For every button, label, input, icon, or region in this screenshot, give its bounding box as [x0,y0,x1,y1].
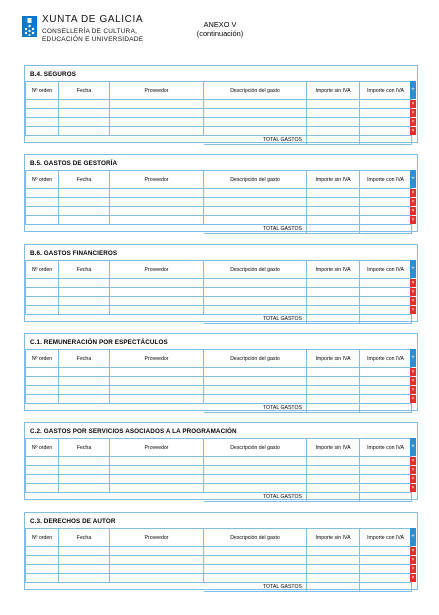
table-cell-input[interactable] [110,565,204,574]
column-header: Fecha [59,82,110,100]
table-cell-input[interactable] [26,368,59,377]
column-header: Proveedor [110,439,204,457]
table-cell-input[interactable] [59,395,110,404]
table-cell-input[interactable] [307,565,360,574]
table-cell-input[interactable] [360,127,412,136]
table-cell-input[interactable] [59,100,110,109]
remove-row-button[interactable]: × [411,566,415,572]
table-cell-input[interactable] [110,198,204,207]
table-cell-input[interactable] [360,466,412,475]
remove-row-button[interactable]: × [411,199,415,205]
section-title: C.2. GASTOS POR SERVICIOS ASOCIADOS A LA PROGRAMACIÓN [30,428,237,435]
expense-table [25,170,412,234]
table-cell-input[interactable] [110,547,204,556]
table-cell-input[interactable] [360,100,412,109]
table-cell-input[interactable] [360,198,412,207]
table-cell-input[interactable] [110,207,204,216]
table-cell-input[interactable] [360,207,412,216]
remove-row-button[interactable]: × [411,280,415,286]
document-title [160,20,280,38]
total-row-spacer [26,136,204,145]
table-row [26,475,412,484]
table-cell-input[interactable] [307,279,360,288]
add-row-button[interactable]: + [410,260,416,278]
table-cell-input[interactable] [26,189,59,198]
column-header: Importe sin IVA [307,529,360,547]
table-cell-input[interactable] [59,556,110,565]
table-cell-input[interactable] [26,386,59,395]
table-cell-input[interactable] [307,297,360,306]
column-header: Descripción del gasto [204,171,307,189]
table-cell-input[interactable] [110,484,204,493]
table-row [26,216,412,225]
table-cell-input[interactable] [110,574,204,583]
table-cell-input[interactable] [204,109,307,118]
section-title: B.4. SEGUROS [30,71,76,78]
total-label: TOTAL GASTOS [204,493,307,502]
table-cell-input[interactable] [26,377,59,386]
column-header: Importe con IVA [360,350,412,368]
remove-row-button[interactable]: × [411,101,415,107]
column-header: Importe sin IVA [307,261,360,279]
remove-row-button[interactable]: × [411,208,415,214]
column-header: Proveedor [110,171,204,189]
total-sin-iva-field[interactable] [307,404,360,413]
table-cell-input[interactable] [59,565,110,574]
table-cell-input[interactable] [110,216,204,225]
table-cell-input[interactable] [204,574,307,583]
table-cell-input[interactable] [360,547,412,556]
table-cell-input[interactable] [59,279,110,288]
table-cell-input[interactable] [59,109,110,118]
expense-table [25,438,412,502]
column-header: Proveedor [110,261,204,279]
remove-row-button[interactable]: × [411,458,415,464]
expense-table [25,349,412,413]
expense-section [24,244,418,322]
table-row [26,207,412,216]
table-cell-input[interactable] [307,484,360,493]
table-header-row [26,350,412,368]
department-line-2: EDUCACIÓN E UNIVERSIDADE [42,35,144,43]
table-cell-input[interactable] [204,484,307,493]
table-row [26,457,412,466]
table-cell-input[interactable] [26,475,59,484]
table-cell-input[interactable] [204,189,307,198]
table-cell-input[interactable] [59,368,110,377]
table-row [26,279,412,288]
table-cell-input[interactable] [59,118,110,127]
table-cell-input[interactable] [360,279,412,288]
column-header: Fecha [59,529,110,547]
expense-table [25,260,412,324]
total-con-iva-field[interactable] [360,404,412,413]
table-row [26,377,412,386]
column-header: Fecha [59,350,110,368]
xunta-logo-icon [22,16,37,37]
remove-row-button[interactable]: × [411,548,415,554]
expense-table [25,81,412,145]
table-row [26,574,412,583]
add-row-button[interactable]: + [410,528,416,546]
table-cell-input[interactable] [110,127,204,136]
table-cell-input[interactable] [110,457,204,466]
table-cell-input[interactable] [110,395,204,404]
remove-row-button[interactable]: × [411,128,415,134]
annex-title: ANEXO V [203,20,237,29]
column-header: Descripción del gasto [204,439,307,457]
expense-section [24,422,418,500]
total-row-spacer [26,493,204,502]
table-cell-input[interactable] [204,466,307,475]
remove-row-button[interactable]: × [411,557,415,563]
remove-row-button[interactable]: × [411,369,415,375]
total-con-iva-field[interactable] [360,136,412,145]
table-cell-input[interactable] [360,118,412,127]
table-cell-input[interactable] [204,368,307,377]
table-cell-input[interactable] [26,565,59,574]
table-cell-input[interactable] [307,118,360,127]
table-cell-input[interactable] [307,377,360,386]
table-cell-input[interactable] [110,466,204,475]
table-cell-input[interactable] [59,207,110,216]
column-header: Descripción del gasto [204,350,307,368]
table-cell-input[interactable] [204,475,307,484]
add-row-button[interactable]: + [410,438,416,456]
table-row [26,466,412,475]
table-cell-input[interactable] [204,100,307,109]
table-cell-input[interactable] [110,279,204,288]
table-cell-input[interactable] [110,377,204,386]
table-cell-input[interactable] [110,100,204,109]
table-cell-input[interactable] [307,475,360,484]
total-row [26,136,412,145]
table-cell-input[interactable] [204,297,307,306]
table-cell-input[interactable] [204,306,307,315]
remove-row-button[interactable]: × [411,298,415,304]
column-header: Importe sin IVA [307,82,360,100]
table-cell-input[interactable] [360,457,412,466]
table-header-row [26,529,412,547]
column-header: Importe con IVA [360,261,412,279]
total-con-iva-field[interactable] [360,315,412,324]
total-con-iva-field[interactable] [360,225,412,234]
total-row [26,404,412,413]
table-cell-input[interactable] [360,395,412,404]
table-cell-input[interactable] [26,288,59,297]
total-con-iva-field[interactable] [360,493,412,502]
table-cell-input[interactable] [360,189,412,198]
table-cell-input[interactable] [360,288,412,297]
column-header: Nº orden [26,529,59,547]
column-header: Nº orden [26,171,59,189]
table-cell-input[interactable] [307,216,360,225]
table-row [26,556,412,565]
total-row-spacer [26,583,204,592]
table-cell-input[interactable] [360,306,412,315]
table-cell-input[interactable] [26,207,59,216]
table-cell-input[interactable] [59,574,110,583]
column-header: Descripción del gasto [204,261,307,279]
table-cell-input[interactable] [110,288,204,297]
table-cell-input[interactable] [307,189,360,198]
table-row [26,565,412,574]
table-row [26,297,412,306]
organization-name: XUNTA DE GALICIA [42,14,144,25]
total-con-iva-field[interactable] [360,583,412,592]
table-row [26,127,412,136]
table-cell-input[interactable] [110,556,204,565]
table-cell-input[interactable] [26,198,59,207]
table-cell-input[interactable] [26,279,59,288]
table-header-row [26,439,412,457]
table-cell-input[interactable] [59,466,110,475]
total-row [26,493,412,502]
table-row [26,288,412,297]
table-cell-input[interactable] [26,484,59,493]
column-header: Importe con IVA [360,171,412,189]
table-cell-input[interactable] [204,395,307,404]
table-cell-input[interactable] [59,306,110,315]
table-cell-input[interactable] [360,565,412,574]
table-cell-input[interactable] [204,118,307,127]
total-row-spacer [26,315,204,324]
total-label: TOTAL GASTOS [204,583,307,592]
section-title: C.3. DERECHOS DE AUTOR [30,518,116,525]
total-label: TOTAL GASTOS [204,225,307,234]
table-cell-input[interactable] [307,556,360,565]
remove-row-button[interactable]: × [411,119,415,125]
total-row [26,225,412,234]
table-row [26,547,412,556]
table-cell-input[interactable] [360,297,412,306]
table-cell-input[interactable] [26,574,59,583]
section-title: B.6. GASTOS FINANCIEROS [30,250,118,257]
column-header: Proveedor [110,82,204,100]
total-sin-iva-field[interactable] [307,583,360,592]
table-cell-input[interactable] [204,207,307,216]
table-cell-input[interactable] [204,547,307,556]
column-header: Fecha [59,439,110,457]
section-title: B.5. GASTOS DE GESTORÍA [30,160,118,167]
section-title: C.1. REMUNERACIÓN POR ESPECTÁCULOS [30,339,168,346]
remove-row-button[interactable]: × [411,110,415,116]
table-cell-input[interactable] [360,484,412,493]
expense-table [25,528,412,592]
table-cell-input[interactable] [59,475,110,484]
remove-row-button[interactable]: × [411,378,415,384]
total-sin-iva-field[interactable] [307,136,360,145]
table-row [26,109,412,118]
table-cell-input[interactable] [59,127,110,136]
table-row [26,368,412,377]
column-header: Fecha [59,261,110,279]
table-cell-input[interactable] [26,216,59,225]
remove-row-button[interactable]: × [411,217,415,223]
column-header: Nº orden [26,82,59,100]
column-header: Importe con IVA [360,82,412,100]
table-cell-input[interactable] [307,466,360,475]
expense-section [24,65,418,143]
table-cell-input[interactable] [307,457,360,466]
remove-row-button[interactable]: × [411,485,415,491]
table-cell-input[interactable] [59,484,110,493]
table-cell-input[interactable] [26,395,59,404]
column-header: Descripción del gasto [204,82,307,100]
remove-row-button[interactable]: × [411,396,415,402]
table-cell-input[interactable] [204,386,307,395]
remove-row-button[interactable]: × [411,467,415,473]
total-label: TOTAL GASTOS [204,315,307,324]
column-header: Importe sin IVA [307,171,360,189]
expense-section [24,154,418,232]
table-cell-input[interactable] [26,127,59,136]
table-cell-input[interactable] [307,198,360,207]
table-row [26,484,412,493]
column-header: Proveedor [110,529,204,547]
total-row-spacer [26,225,204,234]
table-cell-input[interactable] [307,395,360,404]
remove-row-button[interactable]: × [411,307,415,313]
table-cell-input[interactable] [26,547,59,556]
table-cell-input[interactable] [307,574,360,583]
table-cell-input[interactable] [26,297,59,306]
table-row [26,198,412,207]
department-line-1: CONSELLERÍA DE CULTURA, [42,28,138,35]
add-row-button[interactable]: + [410,81,416,99]
add-row-button[interactable]: + [410,170,416,188]
table-cell-input[interactable] [307,127,360,136]
table-cell-input[interactable] [59,377,110,386]
table-cell-input[interactable] [204,556,307,565]
table-cell-input[interactable] [204,377,307,386]
remove-row-button[interactable]: × [411,387,415,393]
column-header: Importe con IVA [360,439,412,457]
table-cell-input[interactable] [360,216,412,225]
table-cell-input[interactable] [59,216,110,225]
table-cell-input[interactable] [307,306,360,315]
table-cell-input[interactable] [59,198,110,207]
table-cell-input[interactable] [59,386,110,395]
table-cell-input[interactable] [59,189,110,198]
table-cell-input[interactable] [360,574,412,583]
remove-row-button[interactable]: × [411,575,415,581]
total-sin-iva-field[interactable] [307,225,360,234]
table-cell-input[interactable] [110,118,204,127]
table-cell-input[interactable] [110,297,204,306]
column-header: Importe con IVA [360,529,412,547]
table-row [26,395,412,404]
table-cell-input[interactable] [204,457,307,466]
column-header: Nº orden [26,350,59,368]
table-cell-input[interactable] [307,547,360,556]
table-cell-input[interactable] [59,297,110,306]
table-cell-input[interactable] [110,109,204,118]
column-header: Descripción del gasto [204,529,307,547]
table-cell-input[interactable] [307,386,360,395]
table-cell-input[interactable] [307,207,360,216]
annex-subtitle: (continuación) [196,29,244,38]
table-cell-input[interactable] [204,127,307,136]
table-cell-input[interactable] [59,288,110,297]
total-sin-iva-field[interactable] [307,493,360,502]
table-header-row [26,171,412,189]
table-header-row [26,82,412,100]
total-label: TOTAL GASTOS [204,136,307,145]
total-sin-iva-field[interactable] [307,315,360,324]
table-cell-input[interactable] [26,118,59,127]
table-cell-input[interactable] [26,306,59,315]
table-row [26,306,412,315]
remove-row-button[interactable]: × [411,289,415,295]
organization-department [42,28,143,43]
table-cell-input[interactable] [26,556,59,565]
total-row-spacer [26,404,204,413]
column-header: Importe sin IVA [307,439,360,457]
expense-section [24,333,418,411]
table-header-row [26,261,412,279]
expense-section [24,512,418,590]
remove-row-button[interactable]: × [411,190,415,196]
table-row [26,100,412,109]
table-cell-input[interactable] [59,457,110,466]
table-cell-input[interactable] [204,565,307,574]
table-cell-input[interactable] [360,377,412,386]
table-cell-input[interactable] [307,288,360,297]
table-cell-input[interactable] [360,475,412,484]
table-cell-input[interactable] [59,547,110,556]
table-cell-input[interactable] [204,198,307,207]
total-row [26,315,412,324]
table-cell-input[interactable] [110,189,204,198]
add-row-button[interactable]: + [410,349,416,367]
table-cell-input[interactable] [110,368,204,377]
column-header: Importe sin IVA [307,350,360,368]
remove-row-button[interactable]: × [411,476,415,482]
total-row [26,583,412,592]
column-header: Nº orden [26,439,59,457]
table-cell-input[interactable] [110,475,204,484]
table-cell-input[interactable] [204,279,307,288]
table-cell-input[interactable] [307,368,360,377]
page-header [0,0,439,58]
column-header: Proveedor [110,350,204,368]
table-row [26,189,412,198]
table-cell-input[interactable] [360,109,412,118]
total-label: TOTAL GASTOS [204,404,307,413]
table-cell-input[interactable] [360,556,412,565]
table-cell-input[interactable] [26,109,59,118]
table-cell-input[interactable] [360,386,412,395]
table-cell-input[interactable] [110,306,204,315]
table-cell-input[interactable] [360,368,412,377]
column-header: Nº orden [26,261,59,279]
table-cell-input[interactable] [204,216,307,225]
table-cell-input[interactable] [26,457,59,466]
table-cell-input[interactable] [204,288,307,297]
table-cell-input[interactable] [26,466,59,475]
table-cell-input[interactable] [307,100,360,109]
table-cell-input[interactable] [26,100,59,109]
column-header: Fecha [59,171,110,189]
table-cell-input[interactable] [110,386,204,395]
table-row [26,118,412,127]
table-row [26,386,412,395]
table-cell-input[interactable] [307,109,360,118]
